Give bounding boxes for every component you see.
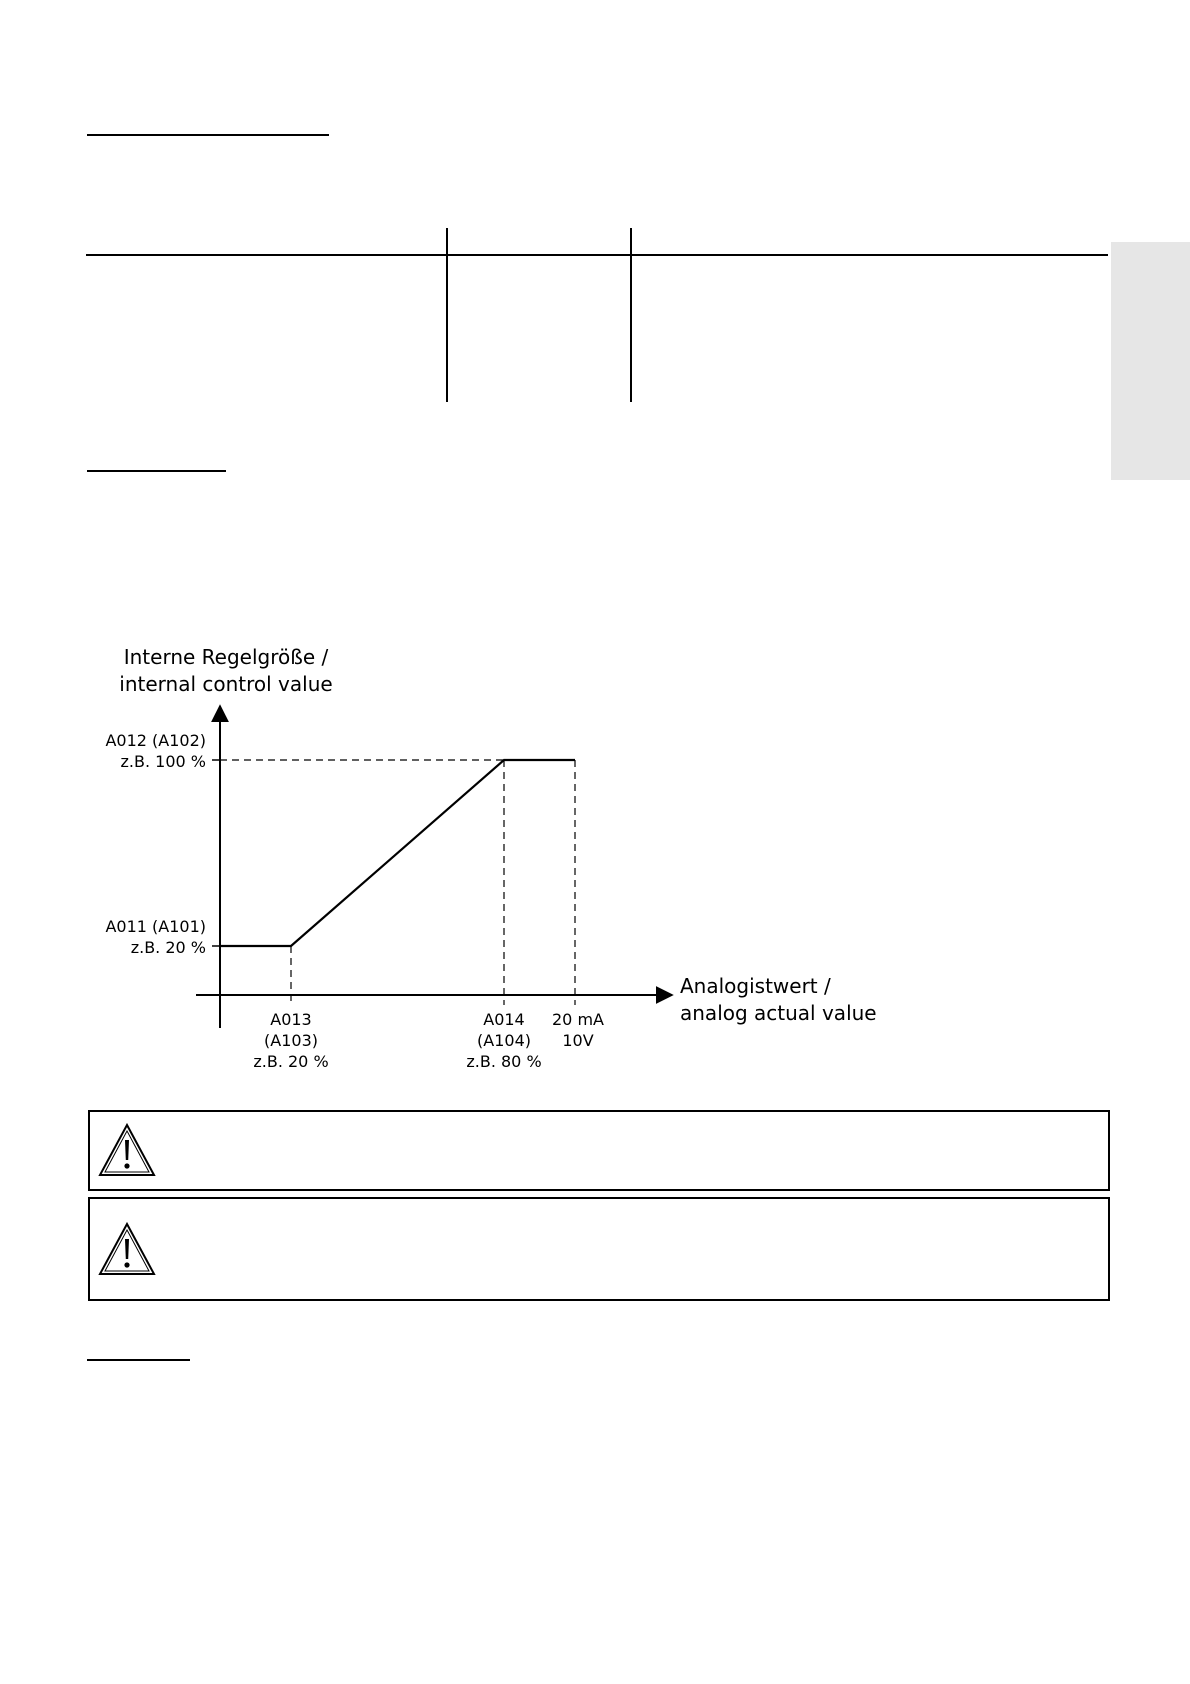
x-tick-label: 20 mA (552, 1010, 604, 1029)
warning-box-2 (88, 1197, 1110, 1301)
x-tick-label: 10V (562, 1031, 594, 1050)
x-tick-label: (A104) (477, 1031, 531, 1050)
y-tick-label: z.B. 20 % (130, 938, 206, 957)
y-tick-label: z.B. 100 % (120, 752, 206, 771)
y-tick-label: A012 (A102) (105, 731, 206, 750)
x-tick-label: A013 (270, 1010, 312, 1029)
x-tick-label: (A103) (264, 1031, 318, 1050)
x-tick-label: z.B. 20 % (253, 1052, 329, 1071)
series-line (220, 760, 575, 946)
y-axis-title: internal control value (119, 672, 333, 696)
warning-triangle-icon (97, 1122, 157, 1178)
x-axis-title: Analogistwert / (680, 974, 831, 998)
warning-box-1 (88, 1110, 1110, 1191)
x-axis-title: analog actual value (680, 1001, 877, 1025)
x-tick-label: A014 (483, 1010, 525, 1029)
y-axis-title: Interne Regelgröße / (123, 645, 329, 669)
x-tick-label: z.B. 80 % (466, 1052, 542, 1071)
heading-underline-3 (87, 1359, 190, 1361)
y-tick-label: A011 (A101) (105, 917, 206, 936)
warning-triangle-icon (97, 1221, 157, 1277)
